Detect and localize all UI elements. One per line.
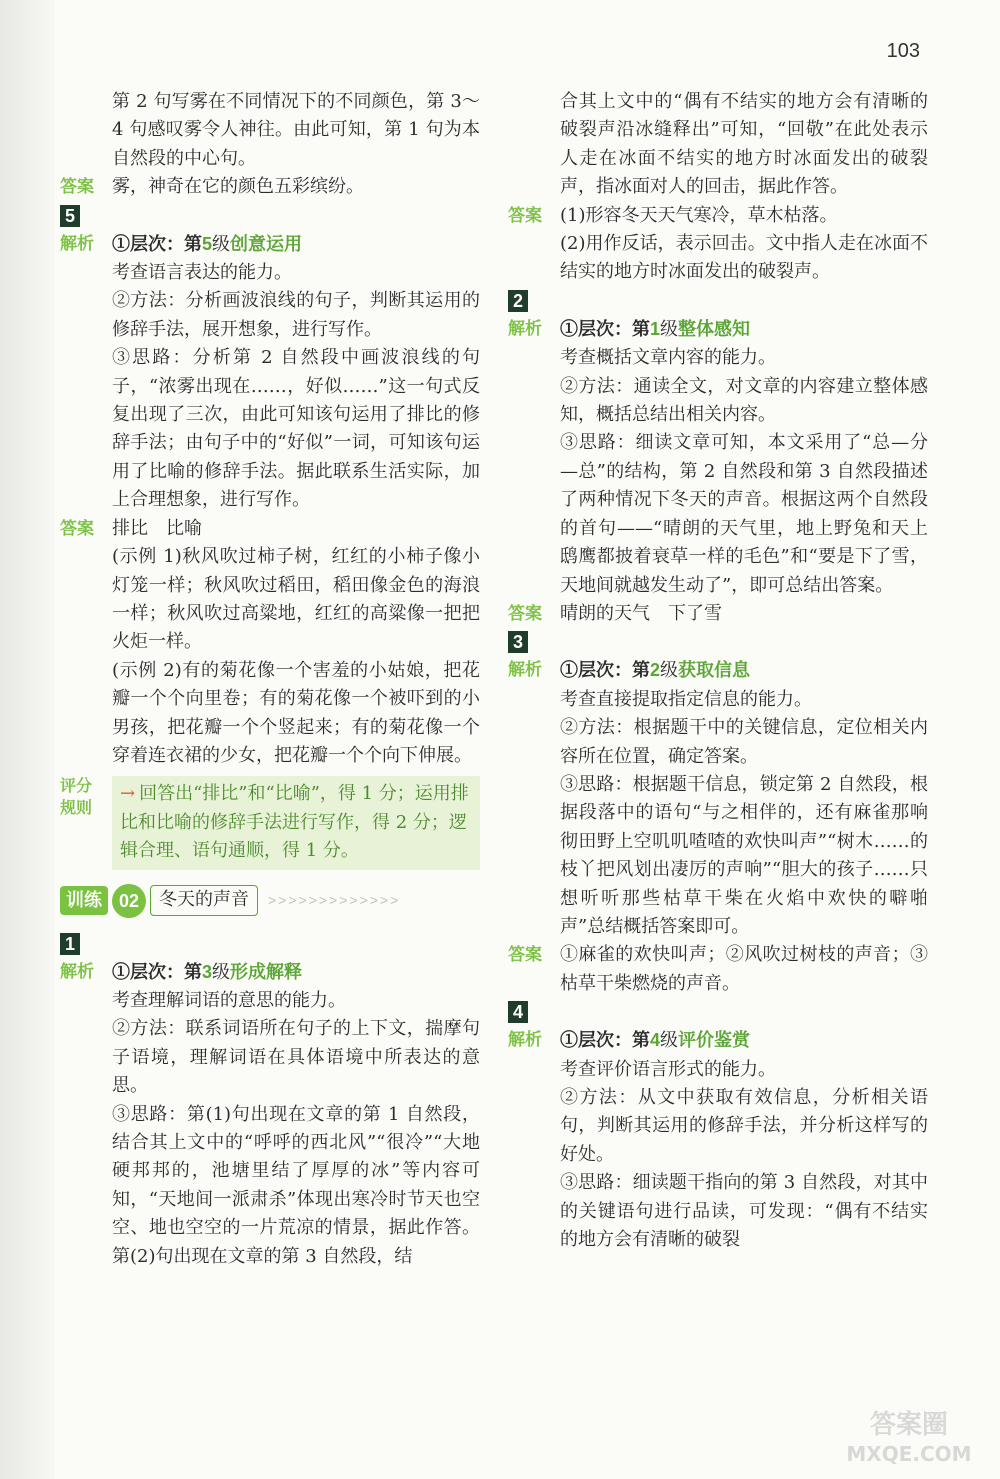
question-number: 5	[60, 205, 80, 227]
arrow-icon: →	[120, 783, 136, 805]
watermark-logo	[834, 1401, 984, 1471]
level-prefix: ①层次：第	[560, 318, 650, 340]
question-number: 1	[60, 933, 80, 955]
question-number: 2	[508, 290, 528, 312]
ability-text: 考查理解词语的意思的能力。	[112, 989, 346, 1011]
analysis-label: 解析	[60, 961, 94, 981]
level-prefix: ①层次：第	[112, 961, 202, 983]
answer-label: 答案	[60, 518, 94, 538]
page-margin-shade	[0, 0, 55, 1479]
level-name: 整体感知	[678, 318, 751, 339]
left-column	[60, 88, 480, 1271]
level-mid: 级	[212, 961, 231, 983]
question-number: 4	[508, 1001, 528, 1023]
level-number: 3	[202, 961, 213, 982]
right-column	[508, 88, 928, 1254]
thought-text: ③思路：第(1)句出现在文章的第 1 自然段，结合其上文中的“呼呼的西北风”“很冷”“大地硬邦邦的，池塘里结了厚厚的冰”等内容可知，“天地间一派肃杀”体现出寒冷时节天也空空、地也空空的一片荒凉的情景，据此作答。第(2)句出现在文章的第 3 自然段，结	[112, 1103, 480, 1267]
answer-label: 答案	[60, 177, 94, 197]
answer-label: 答案	[508, 205, 542, 225]
thought-text: ③思路：细读文章可知，本文采用了“总—分—总”的结构，第 2 自然段和第 3 自然段描述了两种情况下冬天的声音。根据这两个自然段的首句——“晴朗的天气里，地上野兔和天上鸱鹰都披着衰草一样的毛色”和“要是下了雪，天地间就越发生动了”，即可总结出答案。	[560, 432, 928, 596]
answer-label: 答案	[508, 945, 542, 965]
thought-text: ③思路：细读题干指向的第 3 自然段，对其中的关键语句进行品读，可发现：“偶有不结实的地方会有清晰的破裂	[560, 1172, 928, 1251]
training-label: 训练	[60, 886, 108, 914]
method-text: ②方法：分析画波浪线的句子，判断其运用的修辞手法，展开想象，进行写作。	[112, 290, 480, 340]
ability-text: 考查直接提取指定信息的能力。	[560, 688, 812, 710]
intro-text: 第 2 句写雾在不同情况下的不同颜色，第 3～4 句感叹雾令人神往。由此可知，第 1 句为本自然段的中心句。	[112, 91, 480, 169]
thought-text: ③思路：分析第 2 自然段中画波浪线的句子，“浓雾出现在……，好似……”这一句式反复出现了三次，由此可知该句运用了排比的修辞手法；由句子中的“好似”一词，可知该句运用了比喻的修辞手法。据此联系生活实际，加上合理想象，进行写作。	[112, 347, 480, 511]
level-prefix: ①层次：第	[112, 233, 202, 255]
answer-label: 答案	[508, 603, 542, 623]
answer-text: 晴朗的天气 下了雪	[560, 602, 722, 624]
answer-text-1: (1)形容冬天天气寒冷，草木枯落。	[560, 204, 838, 226]
svg-text:答案圈: 答案圈	[869, 1410, 949, 1440]
continuation-text: 合其上文中的“偶有不结实的地方会有清晰的破裂声沿冰缝释出”可知，“回敬”在此处表示人走在冰面不结实的地方时冰面发出的破裂声，指冰面对人的回击，据此作答。	[560, 91, 928, 198]
method-text: ②方法：根据题干中的关键信息，定位相关内容所在位置，确定答案。	[560, 717, 928, 767]
level-name: 评价鉴赏	[678, 1030, 751, 1051]
intro-answer: 雾，神奇在它的颜色五彩缤纷。	[112, 176, 364, 198]
level-number: 5	[202, 233, 213, 254]
rubric-label-1: 评分	[60, 778, 93, 796]
level-mid: 级	[660, 660, 679, 682]
answer-text-2: (2)用作反话，表示回击。文中指人走在冰面不结实的地方时冰面发出的破裂声。	[560, 233, 928, 283]
level-name: 形成解释	[230, 961, 303, 982]
ability-text: 考查评价语言形式的能力。	[560, 1058, 776, 1080]
ability-text: 考查概括文章内容的能力。	[560, 347, 776, 369]
level-number: 2	[650, 660, 661, 681]
scoring-rubric	[60, 776, 480, 869]
level-prefix: ①层次：第	[560, 660, 650, 682]
level-prefix: ①层次：第	[560, 1030, 650, 1052]
question-number: 3	[508, 631, 528, 653]
training-number: 02	[112, 884, 146, 918]
example-2: (示例 2)有的菊花像一个害羞的小姑娘，把花瓣一个个向里卷；有的菊花像一个被吓到的小男孩，把花瓣一个个竖起来；有的菊花像一个穿着连衣裙的少女，把花瓣一个个向下伸展。	[112, 659, 480, 766]
page-number: 103	[886, 40, 920, 62]
analysis-label: 解析	[508, 1030, 542, 1050]
level-number: 1	[650, 318, 661, 339]
training-section-title	[60, 884, 480, 918]
level-number: 4	[650, 1030, 661, 1051]
example-1: (示例 1)秋风吹过柿子树，红红的小柿子像小灯笼一样；秋风吹过稻田，稻田像金色的海浪一样；秋风吹过高粱地，红红的高粱像一把把火炬一样。	[112, 546, 480, 653]
level-mid: 级	[212, 233, 231, 255]
analysis-label: 解析	[508, 660, 542, 680]
analysis-label: 解析	[508, 318, 542, 338]
level-name: 创意运用	[230, 233, 303, 254]
method-text: ②方法：从文中获取有效信息，分析相关语句，判断其运用的修辞手法，并分析这样写的好处。	[560, 1087, 928, 1165]
thought-text: ③思路：根据题干信息，锁定第 2 自然段，根据段落中的语句“与之相伴的，还有麻雀那响彻田野上空叽叽喳喳的欢快叫声”“树木……的枝丫把风划出凄厉的声响”“胆大的孩子……只想听听那些枯草干柴在火焰中欢快的噼啪声”总结概括答案即可。	[560, 773, 928, 937]
training-title: 冬天的声音	[150, 885, 258, 915]
answer-text: ①麻雀的欢快叫声；②风吹过树枝的声音；③枯草干柴燃烧的声音。	[560, 944, 928, 994]
answer-text: 排比 比喻	[112, 517, 202, 539]
level-mid: 级	[660, 1030, 679, 1052]
analysis-label: 解析	[60, 233, 94, 253]
rubric-text: 回答出“排比”和“比喻”，得 1 分；运用排比和比喻的修辞手法进行写作，得 2 分；逻辑合理、语句通顺，得 1 分。	[120, 783, 469, 862]
svg-text:MXQE.COM: MXQE.COM	[846, 1442, 972, 1466]
level-name: 获取信息	[678, 660, 751, 681]
method-text: ②方法：通读全文，对文章的内容建立整体感知，概括总结出相关内容。	[560, 375, 928, 426]
level-mid: 级	[660, 318, 679, 340]
rubric-label-2: 规则	[60, 800, 93, 818]
ability-text: 考查语言表达的能力。	[112, 262, 292, 284]
method-text: ②方法：联系词语所在句子的上下文，揣摩句子语境，理解词语在具体语境中所表达的意思。	[112, 1018, 480, 1097]
chevron-decoration: >>>>>>>>>>>>>	[268, 892, 401, 909]
